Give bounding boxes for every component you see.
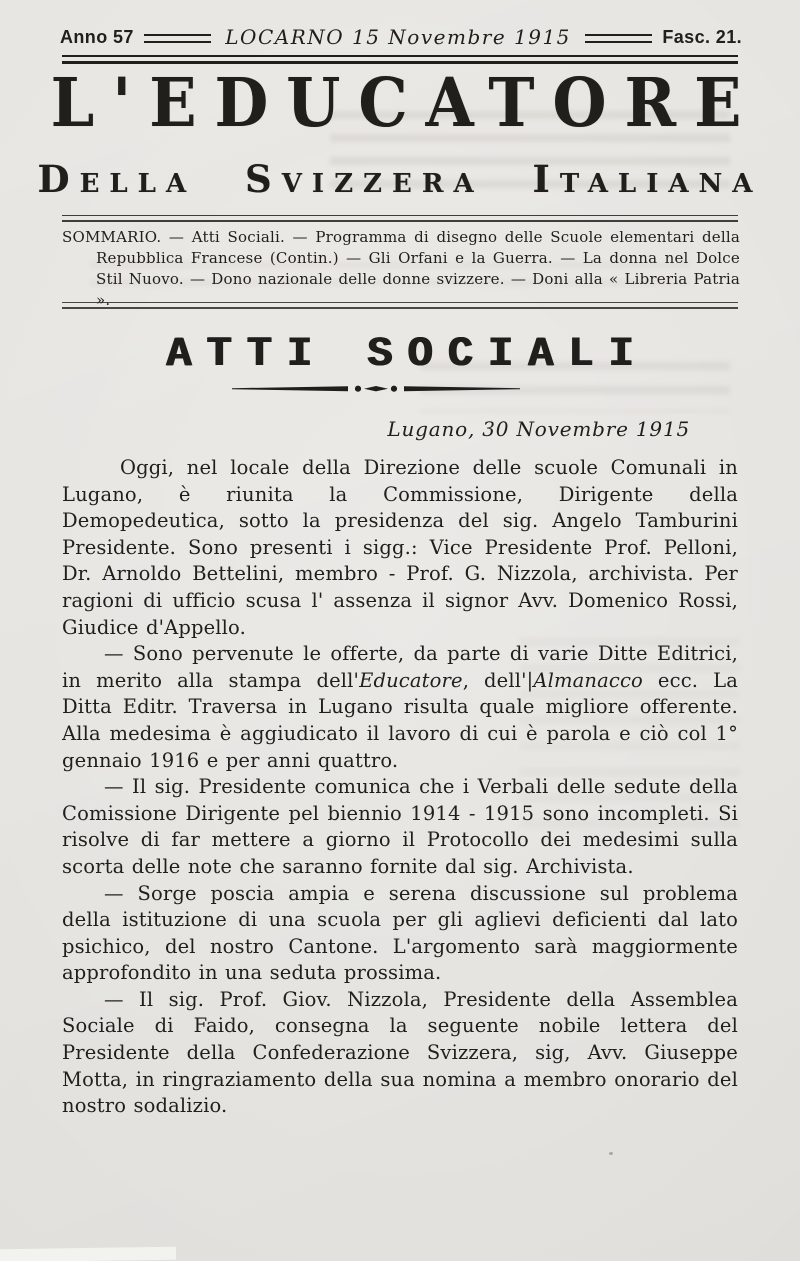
article-dateline: Lugano, 30 Novembre 1915	[387, 417, 690, 441]
issue-place-date: LOCARNO 15 Novembre 1915	[225, 25, 571, 49]
masthead-double-rule	[62, 215, 738, 222]
dust-speck	[609, 1152, 613, 1155]
section-divider-ornament	[230, 383, 522, 395]
masthead-title: L'EDUCATORE	[50, 63, 760, 143]
header-rule-left	[144, 34, 211, 43]
issue-header	[60, 25, 742, 49]
sommario-text: SOMMARIO. — Atti Sociali. — Programma di disegno delle Scuole elementari della Repubblica Francese (Contin.) — Gli Orfani e la Guerra. — La donna nel Dolce Stil Nuovo. — Dono nazionale delle donne svizzere. — Doni alla « Libreria Patria ».	[62, 228, 740, 309]
header-rule-right	[585, 34, 652, 43]
article-body	[62, 455, 738, 1120]
body-paragraph: — Sono pervenute le offerte, da parte di varie Ditte Editrici, in merito alla stampa dell'Educatore, dell'|Almanacco ecc. La Ditta Editr. Traversa in Lugano risulta quale migliore offerente. Alla medesima è aggiudicato il lavoro di cui è parola e ciò col 1° gennaio 1916 e per anni quattro.	[62, 642, 738, 772]
fascicle-label: Fasc. 21.	[662, 26, 743, 47]
volume-label: Anno 57	[60, 26, 134, 47]
sommario-double-rule	[62, 302, 738, 309]
body-paragraph: — Sorge poscia ampia e serena discussione sul problema della istituzione di una scuola per gli aglievi deficienti dal lato psichico, del nostro Cantone. L'argomento sarà maggiormente approfondito in una seduta prossima.	[62, 881, 738, 985]
scan-page-edge	[0, 1247, 176, 1261]
body-paragraph: — Il sig. Prof. Giov. Nizzola, Presidente della Assemblea Sociale di Faido, consegna la seguente nobile lettera del Presidente della Confederazione Svizzera, sig, Avv. Giuseppe Motta, in ringraziamento della sua nomina a membro onorario del nostro sodalizio.	[62, 987, 738, 1118]
section-title: ATTI SOCIALI	[166, 330, 649, 378]
masthead-subtitle: Della Svizzera Italiana	[37, 157, 763, 201]
body-paragraph: Oggi, nel locale della Direzione delle scuole Comunali in Lugano, è riunita la Commissione, Dirigente della Demopedeutica, sotto la presidenza del sig. Angelo Tamburini Presidente. Sono presenti i sigg.: Vice Presidente Prof. Pelloni, Dr. Arnoldo Bettelini, membro - Prof. G. Nizzola, archivista. Per ragioni di ufficio scusa l' assenza il signor Avv. Domenico Rossi, Giudice d'Appello.	[62, 456, 738, 639]
body-paragraph: — Il sig. Presidente comunica che i Verbali delle sedute della Comissione Dirigente pel biennio 1914 - 1915 sono incompleti. Si risolve di far mettere a giorno il Protocollo dei medesimi sulla scorta delle note che saranno fornite dal sig. Archivista.	[62, 775, 738, 878]
